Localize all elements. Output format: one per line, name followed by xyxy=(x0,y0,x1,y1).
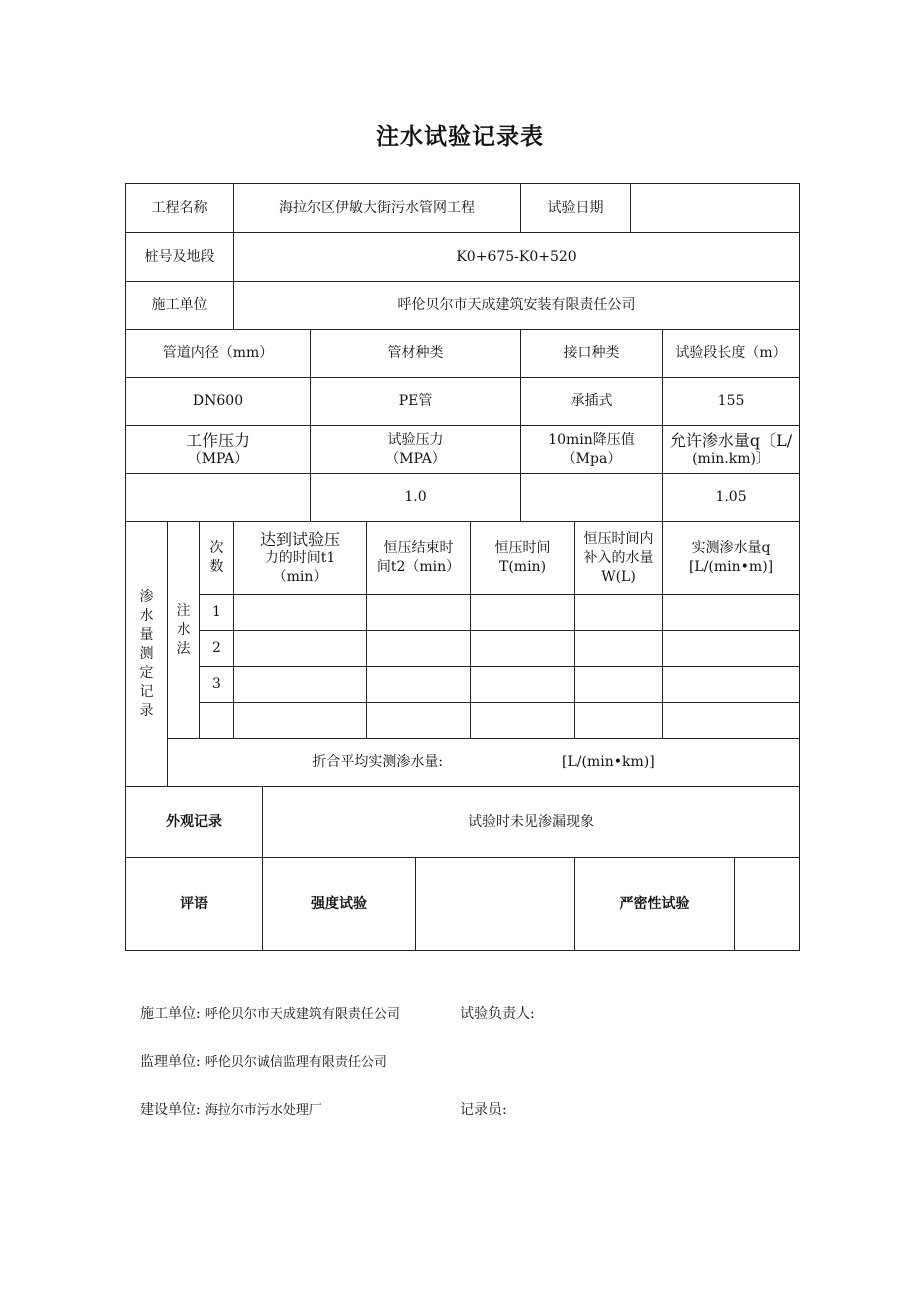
strength-test-label: 强度试验 xyxy=(263,858,416,951)
allowable-seepage-label xyxy=(663,426,800,474)
section-length-label: 试验段长度（m） xyxy=(663,330,800,378)
col-header-w-line2: 补入的水量 xyxy=(583,549,654,566)
col-header-q xyxy=(663,522,800,595)
working-pressure-label-line1: 工作压力 xyxy=(186,430,251,450)
footer-owner-label: 建设单位: xyxy=(140,1102,201,1118)
allowable-seepage: 1.05 xyxy=(663,474,800,522)
water-injection-method-label xyxy=(168,522,200,739)
page-title: 注水试验记录表 xyxy=(376,124,544,150)
w-cell[interactable] xyxy=(575,667,663,703)
water-injection-method-text: 注水法 xyxy=(176,602,191,657)
pipe-material-label: 管材种类 xyxy=(311,330,521,378)
t-cell[interactable] xyxy=(471,595,575,631)
project-name: 海拉尔区伊敏大街污水管网工程 xyxy=(234,184,521,233)
col-header-t1-line3: （min） xyxy=(272,568,328,585)
footer-contractor-value: 呼伦贝尔市天成建筑有限责任公司 xyxy=(204,1007,400,1022)
footer-owner-value: 海拉尔市污水处理厂 xyxy=(204,1103,322,1118)
project-name-label: 工程名称 xyxy=(126,184,234,233)
w-cell[interactable] xyxy=(575,595,663,631)
q-cell[interactable] xyxy=(663,703,800,739)
joint-type-label: 接口种类 xyxy=(521,330,663,378)
test-pressure-label xyxy=(311,426,521,474)
test-date[interactable] xyxy=(631,184,800,233)
w-cell[interactable] xyxy=(575,631,663,667)
row-number: 1 xyxy=(200,595,234,631)
col-header-t2-line2: 间t2（min） xyxy=(376,559,461,575)
working-pressure-label xyxy=(126,426,311,474)
col-header-t1-line2: 力的时间t1 xyxy=(264,549,336,566)
t1-cell[interactable] xyxy=(234,667,367,703)
col-header-w-line1: 恒压时间内 xyxy=(583,530,654,547)
t2-cell[interactable] xyxy=(367,631,471,667)
col-header-t-line1: 恒压时间 xyxy=(494,540,551,556)
working-pressure-label-line2: （MPA） xyxy=(187,450,249,467)
table-row xyxy=(126,631,800,667)
average-seepage-row xyxy=(168,739,800,787)
t2-cell[interactable] xyxy=(367,595,471,631)
evaluation-label: 评语 xyxy=(126,858,263,951)
t1-cell[interactable] xyxy=(234,703,367,739)
test-record-table xyxy=(125,183,800,951)
t1-cell[interactable] xyxy=(234,595,367,631)
footer-test-leader xyxy=(460,1003,535,1023)
footer-owner xyxy=(140,1099,322,1119)
footer-contractor-label: 施工单位: xyxy=(140,1006,201,1022)
table-row xyxy=(126,703,800,739)
allowable-seepage-label-line2: (min.km)〕 xyxy=(692,450,770,467)
col-header-t2 xyxy=(367,522,471,595)
row-number xyxy=(200,703,234,739)
col-header-t1-line1: 达到试验压 xyxy=(260,529,341,549)
tightness-test-label: 严密性试验 xyxy=(575,858,735,951)
col-header-t xyxy=(471,522,575,595)
footer-supervisor xyxy=(140,1051,387,1071)
t1-cell[interactable] xyxy=(234,631,367,667)
test-pressure-label-line2: （MPA） xyxy=(385,450,446,467)
pressure-drop-label: 10min降压值（Mpa） xyxy=(521,426,663,474)
seepage-section-label xyxy=(126,522,168,787)
allowable-seepage-label-line1: 允许渗水量q〔L/ xyxy=(669,430,793,450)
test-pressure-label-line1: 试验压力 xyxy=(387,431,444,448)
t-cell[interactable] xyxy=(471,631,575,667)
t-cell[interactable] xyxy=(471,703,575,739)
table-row xyxy=(126,595,800,631)
pipe-diameter: DN600 xyxy=(126,378,311,426)
joint-type: 承插式 xyxy=(521,378,663,426)
appearance-label: 外观记录 xyxy=(126,787,263,858)
col-header-count-line1: 次 xyxy=(209,540,224,556)
row-number: 2 xyxy=(200,631,234,667)
contractor-label: 施工单位 xyxy=(126,282,234,330)
footer-supervisor-value: 呼伦贝尔诚信监理有限责任公司 xyxy=(204,1055,387,1070)
q-cell[interactable] xyxy=(663,631,800,667)
t2-cell[interactable] xyxy=(367,667,471,703)
working-pressure[interactable] xyxy=(126,474,311,522)
col-header-t-line2: T(min) xyxy=(499,559,547,575)
footer-recorder-label: 记录员: xyxy=(460,1102,507,1118)
col-header-count-line2: 数 xyxy=(209,559,224,575)
pipe-material: PE管 xyxy=(311,378,521,426)
col-header-t2-line1: 恒压结束时 xyxy=(383,540,454,556)
tightness-test-value[interactable] xyxy=(735,858,800,951)
t-cell[interactable] xyxy=(471,667,575,703)
seepage-section-label-text: 渗水量测定记录 xyxy=(139,588,154,719)
appearance-value: 试验时未见渗漏现象 xyxy=(263,787,800,858)
col-header-t1 xyxy=(234,522,367,595)
col-header-q-line1: 实测渗水量q xyxy=(691,540,771,556)
w-cell[interactable] xyxy=(575,703,663,739)
pressure-drop[interactable] xyxy=(521,474,663,522)
q-cell[interactable] xyxy=(663,667,800,703)
col-header-w xyxy=(575,522,663,595)
pipe-diameter-label: 管道内径（mm） xyxy=(126,330,311,378)
footer-supervisor-label: 监理单位: xyxy=(140,1054,201,1070)
col-header-q-line2: [L/(min•m)] xyxy=(688,559,774,575)
row-number: 3 xyxy=(200,667,234,703)
contractor: 呼伦贝尔市天成建筑安装有限责任公司 xyxy=(234,282,800,330)
col-header-w-line3: W(L) xyxy=(601,568,636,585)
station-label: 桩号及地段 xyxy=(126,233,234,282)
col-header-count xyxy=(200,522,234,595)
footer-test-leader-label: 试验负责人: xyxy=(460,1006,535,1022)
test-date-label: 试验日期 xyxy=(521,184,631,233)
footer-recorder xyxy=(460,1099,507,1119)
t2-cell[interactable] xyxy=(367,703,471,739)
strength-test-value[interactable] xyxy=(416,858,575,951)
q-cell[interactable] xyxy=(663,595,800,631)
average-seepage-label: 折合平均实测渗水量: xyxy=(312,754,444,770)
footer-contractor xyxy=(140,1003,400,1023)
station: K0+675-K0+520 xyxy=(234,233,800,282)
section-length: 155 xyxy=(663,378,800,426)
average-seepage-unit: [L/(min•km)] xyxy=(562,754,655,770)
test-pressure: 1.0 xyxy=(311,474,521,522)
table-row xyxy=(126,667,800,703)
